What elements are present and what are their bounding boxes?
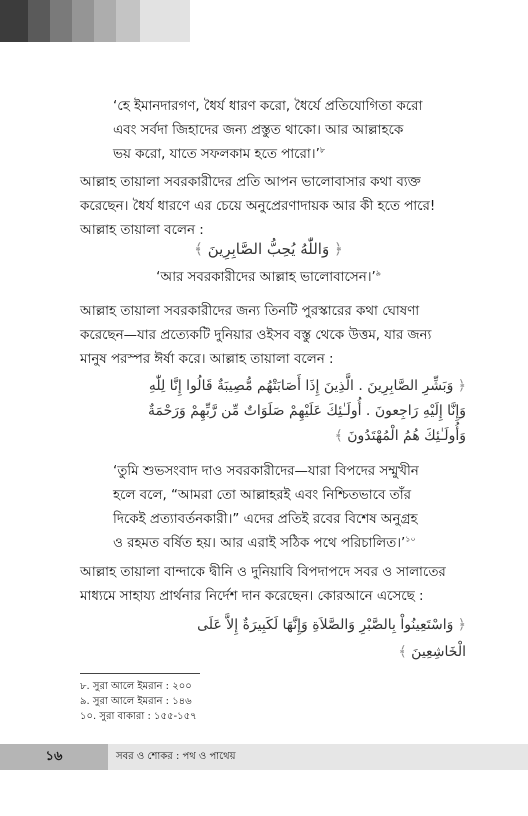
translation-text: ‘আর সবরকারীদের আল্লাহ ভালোবাসেন।’ [156, 270, 376, 285]
paragraph-2 [80, 300, 457, 372]
paragraph-line: আল্লাহ তায়ালা বলেন : [80, 223, 204, 238]
arabic-line: وَإِنَّا إِلَيْهِ رَاجِعونَ . أُولَـٰئِكَ عَلَيْهِمْ صَلَوَاتٌ مِّن رَّبِّهِمْ وَرَحْمَةٌ [148, 403, 466, 419]
footnote-ref: ১০ [405, 534, 416, 544]
paragraph-3 [80, 561, 457, 609]
paragraph-line: মানুষ পরস্পর ঈর্ষা করে। আল্লাহ তায়ালা বলেন : [80, 352, 334, 367]
quote-line: হলে বলে, “আমরা তো আল্লাহরই এবং নিশ্চিতভাবে তাঁর [113, 488, 411, 503]
quote-line: দিকেই প্রত্যাবর্তনকারী।” এদের প্রতিই রবের বিশেষ অনুগ্রহ [113, 512, 418, 527]
ornament-bracket: ﴿ [457, 617, 466, 633]
page-footer [0, 744, 528, 770]
paragraph-line: আল্লাহ তায়ালা বান্দাকে দ্বীনি ও দুনিয়াবি বিপদাপদে সবর ও সালাতের [80, 565, 446, 580]
paragraph-line: মাধ্যমে সাহায্য প্রার্থনার নির্দেশ দান করেছেন। কোরআনে এসেছে : [80, 589, 424, 604]
arabic-line [110, 374, 466, 399]
bar-segment [50, 0, 72, 42]
footnote-divider [80, 673, 200, 674]
bar-segment [72, 0, 94, 42]
ornament-bracket: ﴾ [194, 240, 203, 258]
paragraph-line: করেছেন। ধৈর্য ধারণে এর চেয়ে অনুপ্রেরণাদায়ক আর কী হতে পারে! [80, 199, 436, 214]
arabic-text: وَاللّٰهُ يُحِبُّ الصَّابِرِينَ [207, 240, 330, 258]
footnote: ৯. সুরা আলে ইমরান : ১৪৬ [80, 696, 192, 707]
footnote-ref: ৮ [319, 145, 326, 155]
quote-line: ‘হে ইমানদারগণ, ধৈর্য ধারণ করো, ধৈর্যে প্রতিযোগিতা করো [113, 99, 423, 114]
quote-line: ‘তুমি শুভসংবাদ দাও সবরকারীদের—যারা বিপদের সম্মুখীন [113, 464, 419, 479]
bar-segment [116, 0, 140, 42]
bar-segment [0, 0, 28, 42]
paragraph-line: করেছেন—যার প্রত্যেকটি দুনিয়ার ওইসব বস্তু থেকে উত্তম, যার জন্য [80, 328, 432, 343]
translation-2 [113, 460, 465, 556]
book-title: সবর ও শোকর : পথ ও পাথেয় [108, 744, 528, 770]
footnote: ১০. সুরা বাকারা : ১৫৫-১৫৭ [80, 711, 197, 722]
bar-segment [94, 0, 116, 42]
arabic-text: الْخَاشِعِينَ [411, 644, 466, 660]
paragraph-line: আল্লাহ তায়ালা সবরকারীদের জন্য তিনটি পুরস্কারের কথা ঘোষণা [80, 304, 420, 319]
paragraph-1 [80, 171, 457, 243]
paragraph-line: আল্লাহ তায়ালা সবরকারীদের প্রতি আপন ভালোবাসার কথা ব্যক্ত [80, 175, 421, 190]
ornament-bracket: ﴿ [457, 378, 466, 394]
page-number: ১৬ [0, 744, 108, 770]
quote-line: ও রহমত বর্ষিত হয়। আর এরাই সঠিক পথে পরিচালিত।’$^{১০}$ [113, 534, 416, 551]
footnote: ৮. সুরা আলে ইমরান : ২০০ [80, 681, 192, 692]
ornament-bracket: ﴿ [334, 240, 343, 258]
footnote-ref: ৯ [375, 268, 381, 278]
arabic-verse-2 [110, 374, 466, 449]
bar-segment [28, 0, 50, 42]
translation-1 [80, 266, 457, 290]
quote-block-1 [113, 95, 465, 167]
ornament-bracket: ﴾ [334, 428, 343, 444]
arabic-text: وَبَشِّرِ الصَّابِرِينَ . الَّذِينَ إِذَا أَصَابَتْهُم مُّصِيبَةٌ قَالُوا إِنَّا لِلّٰهِ [148, 378, 454, 394]
arabic-verse-1 [80, 237, 457, 261]
arabic-verse-3 [110, 612, 466, 666]
header-decoration-bar [0, 0, 190, 42]
ornament-bracket: ﴾ [398, 644, 407, 660]
arabic-line [110, 639, 466, 666]
quote-line: এবং সর্বদা জিহাদের জন্য প্রস্তুত থাকো। আর আল্লাহকে [113, 123, 404, 138]
arabic-line [110, 612, 466, 639]
bar-segment [140, 0, 190, 42]
arabic-text: وَأُولَـٰئِكَ هُمُ الْمُهْتَدُونَ [347, 428, 466, 444]
arabic-line [110, 424, 466, 449]
arabic-text: وَاسْتَعِينُواْ بِالصَّبْرِ وَالصَّلاَةِ وَإِنَّهَا لَكَبِيرَةٌ إِلاَّ عَلَى [197, 617, 454, 633]
quote-line: ভয় করো, যাতে সফলকাম হতে পারো।’$^৮$ [113, 145, 326, 162]
